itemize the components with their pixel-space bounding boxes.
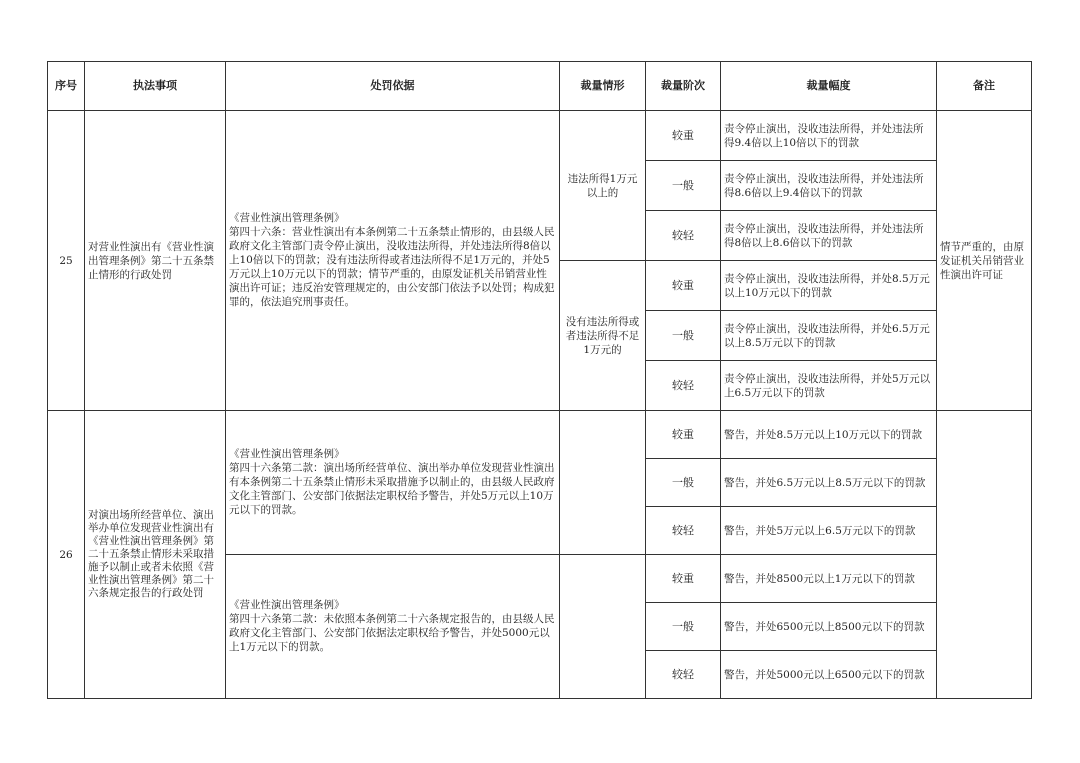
remark (937, 411, 1032, 699)
header-matter: 执法事项 (85, 62, 226, 111)
discretion-level: 较轻 (646, 507, 721, 555)
discretion-level: 较重 (646, 111, 721, 161)
discretion-situation (560, 555, 646, 699)
header-situation: 裁量情形 (560, 62, 646, 111)
header-no: 序号 (48, 62, 85, 111)
discretion-range: 责令停止演出，没收违法所得，并处违法所得9.4倍以上10倍以下的罚款 (721, 111, 937, 161)
discretion-situation (560, 411, 646, 555)
discretion-range: 警告，并处8500元以上1万元以下的罚款 (721, 555, 937, 603)
remark: 情节严重的，由原发证机关吊销营业性演出许可证 (937, 111, 1032, 411)
discretion-range: 责令停止演出，没收违法所得，并处8.5万元以上10万元以下的罚款 (721, 261, 937, 311)
discretion-range: 警告，并处5万元以上6.5万元以下的罚款 (721, 507, 937, 555)
discretion-range: 警告，并处8.5万元以上10万元以下的罚款 (721, 411, 937, 459)
table-row (48, 411, 1032, 459)
item-number: 25 (48, 111, 85, 411)
item-number: 26 (48, 411, 85, 699)
penalty-basis: 《营业性演出管理条例》 第四十六条第二款：演出场所经营单位、演出举办单位发现营业性演出有本条例第二十五条禁止情形未采取措施予以制止的，由县级人民政府文化主管部门、公安部门依据法定职权给予警告，并处5万元以上10万元以下的罚款。 (226, 411, 560, 555)
discretion-level: 较重 (646, 555, 721, 603)
discretion-level: 一般 (646, 311, 721, 361)
discretion-level: 较轻 (646, 361, 721, 411)
discretion-level: 一般 (646, 459, 721, 507)
enforcement-matter: 对营业性演出有《营业性演出管理条例》第二十五条禁止情形的行政处罚 (85, 111, 226, 411)
discretion-level: 一般 (646, 161, 721, 211)
header-row (48, 62, 1032, 111)
discretion-table (47, 61, 1032, 699)
discretion-level: 一般 (646, 603, 721, 651)
discretion-range: 责令停止演出，没收违法所得，并处6.5万元以上8.5万元以下的罚款 (721, 311, 937, 361)
discretion-situation: 没有违法所得或者违法所得不足1万元的 (560, 261, 646, 411)
discretion-range: 责令停止演出，没收违法所得，并处违法所得8.6倍以上9.4倍以下的罚款 (721, 161, 937, 211)
discretion-situation: 违法所得1万元以上的 (560, 111, 646, 261)
table-row (48, 111, 1032, 161)
discretion-level: 较轻 (646, 211, 721, 261)
discretion-range: 责令停止演出，没收违法所得，并处5万元以上6.5万元以下的罚款 (721, 361, 937, 411)
discretion-level: 较轻 (646, 651, 721, 699)
penalty-basis: 《营业性演出管理条例》 第四十六条第二款：未依照本条例第二十六条规定报告的，由县级人民政府文化主管部门、公安部门依据法定职权给予警告，并处5000元以上1万元以下的罚款。 (226, 555, 560, 699)
penalty-basis: 《营业性演出管理条例》 第四十六条：营业性演出有本条例第二十五条禁止情形的，由县级人民政府文化主管部门责令停止演出，没收违法所得，并处违法所得8倍以上10倍以下的罚款；没有违法所得或者违法所得不足1万元的，并处5万元以上10万元以下的罚款；情节严重的，由原发证机关吊销营业性演出许可证；违反治安管理规定的，由公安部门依法予以处罚；构成犯罪的，依法追究刑事责任。 (226, 111, 560, 411)
discretion-range: 警告，并处6.5万元以上8.5万元以下的罚款 (721, 459, 937, 507)
discretion-level: 较重 (646, 261, 721, 311)
header-basis: 处罚依据 (226, 62, 560, 111)
discretion-range: 责令停止演出，没收违法所得，并处违法所得8倍以上8.6倍以下的罚款 (721, 211, 937, 261)
discretion-range: 警告，并处6500元以上8500元以下的罚款 (721, 603, 937, 651)
header-remark: 备注 (937, 62, 1032, 111)
discretion-range: 警告，并处5000元以上6500元以下的罚款 (721, 651, 937, 699)
enforcement-matter: 对演出场所经营单位、演出举办单位发现营业性演出有《营业性演出管理条例》第二十五条禁止情形未采取措施予以制止或者未依照《营业性演出管理条例》第二十六条规定报告的行政处罚 (85, 411, 226, 699)
header-level: 裁量阶次 (646, 62, 721, 111)
discretion-level: 较重 (646, 411, 721, 459)
header-range: 裁量幅度 (721, 62, 937, 111)
